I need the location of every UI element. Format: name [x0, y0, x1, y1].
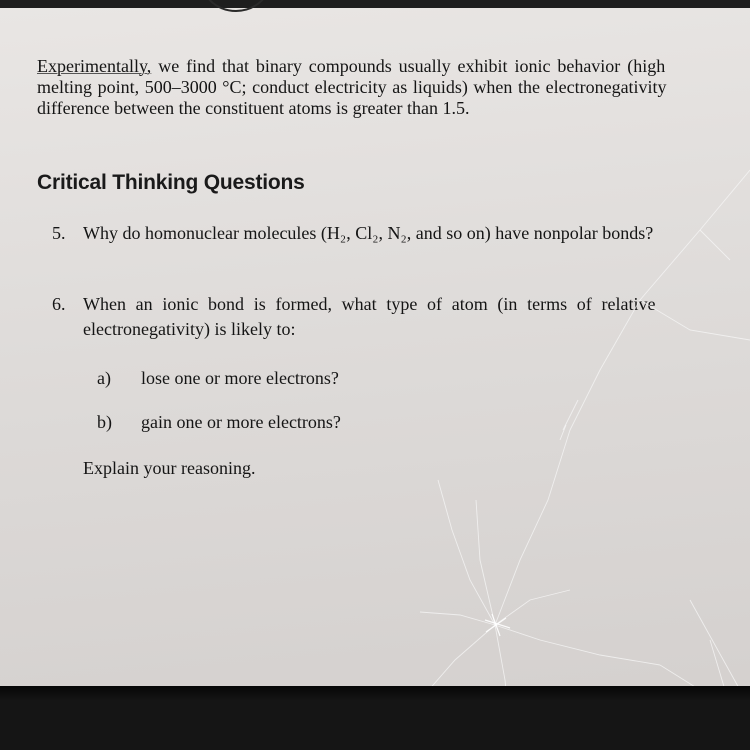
subpart-text: gain one or more electrons?: [141, 412, 341, 432]
intro-paragraph: [37, 56, 750, 119]
bottom-bar-sheen: [0, 686, 750, 700]
question-number: 6.: [52, 294, 66, 314]
subpart-label: a): [97, 368, 111, 388]
intro-line-1-rest: we find that binary compounds usually exhibit ionic behavior (high: [151, 56, 666, 76]
question-text-line-2: electronegativity) is likely to:: [83, 319, 296, 339]
question-text-line-1: When an ionic bond is formed, what type of atom (in terms of relative: [83, 294, 656, 314]
intro-line-3: difference between the constituent atoms is greater than 1.5.: [37, 98, 470, 118]
section-title: Critical Thinking Questions: [37, 171, 305, 194]
bottom-dark-bar: [0, 686, 750, 750]
question-text: Why do homonuclear molecules (H₂, Cl₂, N₂, and so on) have nonpolar bonds?: [83, 223, 654, 243]
question-number: 5.: [52, 223, 66, 243]
top-dark-strip: [0, 0, 750, 8]
intro-first-word: Experimentally,: [37, 56, 152, 76]
subpart-text: lose one or more electrons?: [141, 368, 339, 388]
subpart-label: b): [97, 412, 112, 432]
intro-line-2: melting point, 500–3000 °C; conduct electricity as liquids) when the electronegativity: [37, 77, 667, 97]
explain-prompt: Explain your reasoning.: [83, 458, 256, 478]
intro-line-1: [37, 56, 750, 77]
